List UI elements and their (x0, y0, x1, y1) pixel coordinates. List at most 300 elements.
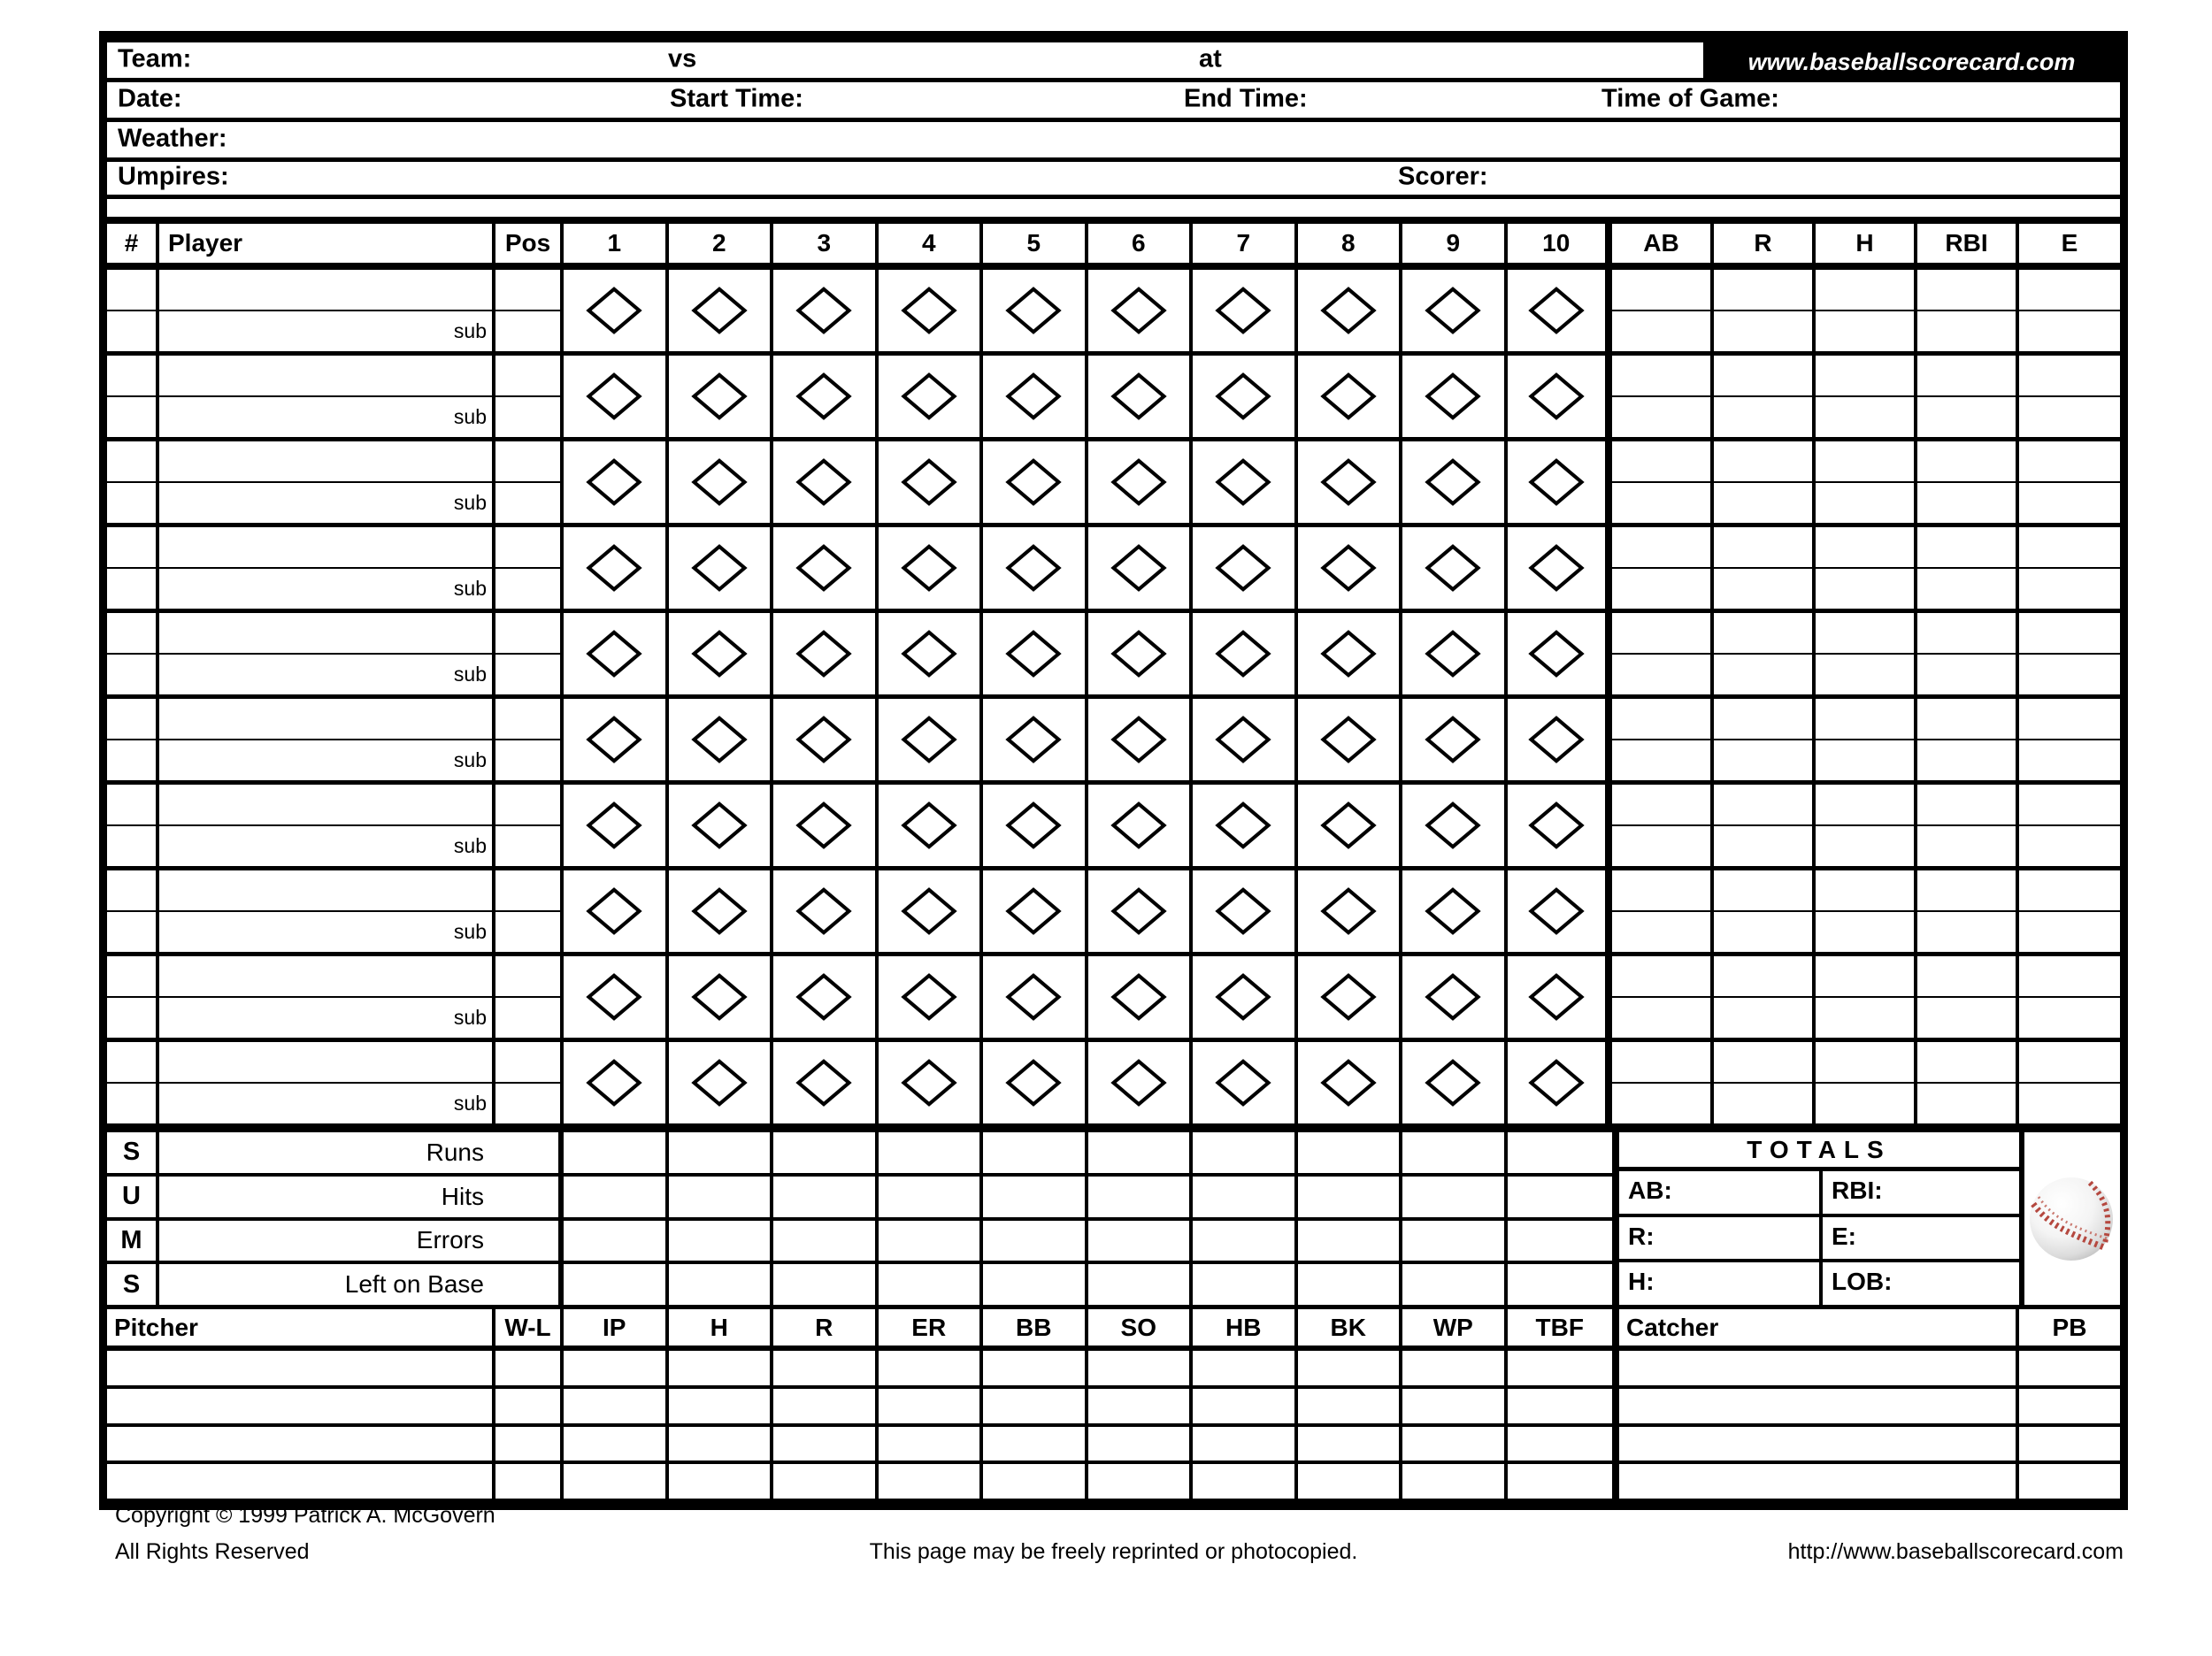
inning-scoring-cell[interactable] (669, 1042, 774, 1123)
inning-scoring-cell[interactable] (773, 441, 879, 523)
inning-scoring-cell[interactable] (983, 441, 1088, 523)
player-number-field[interactable] (107, 441, 156, 483)
inning-scoring-cell[interactable] (1508, 699, 1613, 780)
inning-scoring-cell[interactable] (773, 699, 879, 780)
h-field[interactable] (1816, 270, 1914, 311)
sums-inning-cell[interactable] (1193, 1264, 1298, 1305)
sub-e-field[interactable] (2019, 912, 2120, 952)
inning-scoring-cell[interactable] (1402, 1042, 1508, 1123)
pitcher-stat-field[interactable] (879, 1464, 984, 1499)
sums-inning-cell[interactable] (669, 1132, 774, 1173)
inning-scoring-cell[interactable] (1193, 956, 1298, 1038)
pos-field[interactable] (495, 699, 560, 740)
inning-scoring-cell[interactable] (983, 699, 1088, 780)
inning-scoring-cell[interactable] (1298, 441, 1403, 523)
pitcher-stat-field[interactable] (1193, 1389, 1298, 1423)
r-field[interactable] (1714, 356, 1812, 397)
rbi-field[interactable] (1917, 1042, 2016, 1084)
h-field[interactable] (1816, 699, 1914, 740)
pitcher-stat-field[interactable] (773, 1389, 879, 1423)
sub-pos-field[interactable] (495, 1084, 560, 1123)
rbi-field[interactable] (1917, 870, 2016, 912)
sub-ab-field[interactable] (1612, 740, 1710, 780)
sub-r-field[interactable] (1714, 1084, 1812, 1123)
ab-field[interactable] (1612, 1042, 1710, 1084)
sums-inning-cell[interactable] (1088, 1221, 1194, 1261)
pos-field[interactable] (495, 956, 560, 998)
sub-ab-field[interactable] (1612, 397, 1710, 437)
player-number-field[interactable] (107, 527, 156, 569)
inning-scoring-cell[interactable] (983, 956, 1088, 1038)
inning-scoring-cell[interactable] (564, 356, 669, 437)
sums-inning-cell[interactable] (983, 1177, 1088, 1217)
sums-inning-cell[interactable] (983, 1221, 1088, 1261)
inning-scoring-cell[interactable] (669, 785, 774, 866)
pitcher-stat-field[interactable] (1298, 1351, 1403, 1385)
h-field[interactable] (1816, 956, 1914, 998)
pitcher-stat-field[interactable] (879, 1351, 984, 1385)
pitcher-stat-field[interactable] (879, 1389, 984, 1423)
sub-r-field[interactable] (1714, 311, 1812, 351)
sub-name-field[interactable] (159, 740, 492, 780)
inning-scoring-cell[interactable] (983, 613, 1088, 694)
inning-scoring-cell[interactable] (1193, 699, 1298, 780)
sub-pos-field[interactable] (495, 655, 560, 694)
r-field[interactable] (1714, 441, 1812, 483)
sums-inning-cell[interactable] (1402, 1221, 1508, 1261)
h-field[interactable] (1816, 870, 1914, 912)
inning-scoring-cell[interactable] (669, 527, 774, 609)
inning-scoring-cell[interactable] (1193, 870, 1298, 952)
opponent-field[interactable] (709, 42, 1195, 78)
sums-inning-cell[interactable] (1193, 1132, 1298, 1173)
sub-e-field[interactable] (2019, 397, 2120, 437)
umpires-field[interactable] (249, 162, 1390, 195)
sub-h-field[interactable] (1816, 311, 1914, 351)
inning-scoring-cell[interactable] (564, 441, 669, 523)
sums-inning-cell[interactable] (564, 1132, 669, 1173)
inning-scoring-cell[interactable] (1298, 699, 1403, 780)
ab-field[interactable] (1612, 356, 1710, 397)
h-field[interactable] (1816, 527, 1914, 569)
totals-ab-field[interactable]: AB: (1628, 1177, 1672, 1204)
player-name-field[interactable] (159, 699, 492, 740)
sub-name-field[interactable] (159, 655, 492, 694)
sub-pos-field[interactable] (495, 740, 560, 780)
inning-scoring-cell[interactable] (1508, 527, 1613, 609)
weather-field[interactable] (240, 122, 2116, 157)
sums-inning-cell[interactable] (1298, 1264, 1403, 1305)
e-field[interactable] (2019, 699, 2120, 740)
inning-scoring-cell[interactable] (1508, 356, 1613, 437)
player-name-field[interactable] (159, 956, 492, 998)
pitcher-stat-field[interactable] (1088, 1427, 1194, 1461)
sub-name-field[interactable] (159, 569, 492, 609)
sub-ab-field[interactable] (1612, 998, 1710, 1038)
catcher-name-field[interactable] (1612, 1464, 2019, 1499)
sub-pos-field[interactable] (495, 483, 560, 523)
pitcher-stat-field[interactable] (564, 1427, 669, 1461)
r-field[interactable] (1714, 699, 1812, 740)
inning-scoring-cell[interactable] (1508, 870, 1613, 952)
pitcher-stat-field[interactable] (773, 1351, 879, 1385)
inning-scoring-cell[interactable] (564, 870, 669, 952)
sub-number-field[interactable] (107, 397, 156, 437)
sub-name-field[interactable] (159, 483, 492, 523)
pitcher-stat-field[interactable] (1088, 1389, 1194, 1423)
location-field[interactable] (1248, 42, 1700, 78)
h-field[interactable] (1816, 785, 1914, 826)
inning-scoring-cell[interactable] (983, 1042, 1088, 1123)
sums-inning-cell[interactable] (773, 1177, 879, 1217)
sums-inning-cell[interactable] (1088, 1264, 1194, 1305)
sums-inning-cell[interactable] (773, 1132, 879, 1173)
sub-rbi-field[interactable] (1917, 397, 2016, 437)
inning-scoring-cell[interactable] (1088, 613, 1194, 694)
pos-field[interactable] (495, 785, 560, 826)
sub-ab-field[interactable] (1612, 1084, 1710, 1123)
pitcher-stat-field[interactable] (879, 1427, 984, 1461)
pitcher-stat-field[interactable] (669, 1464, 774, 1499)
h-field[interactable] (1816, 356, 1914, 397)
pitcher-stat-field[interactable] (1298, 1427, 1403, 1461)
pitcher-stat-field[interactable] (1508, 1389, 1613, 1423)
totals-r-field[interactable]: R: (1628, 1222, 1655, 1250)
r-field[interactable] (1714, 527, 1812, 569)
rbi-field[interactable] (1917, 785, 2016, 826)
inning-scoring-cell[interactable] (773, 1042, 879, 1123)
r-field[interactable] (1714, 1042, 1812, 1084)
pitcher-stat-field[interactable] (1298, 1389, 1403, 1423)
inning-scoring-cell[interactable] (1193, 270, 1298, 351)
inning-scoring-cell[interactable] (669, 699, 774, 780)
pb-field[interactable] (2019, 1427, 2120, 1461)
inning-scoring-cell[interactable] (669, 441, 774, 523)
pos-field[interactable] (495, 870, 560, 912)
player-name-field[interactable] (159, 527, 492, 569)
sub-r-field[interactable] (1714, 655, 1812, 694)
e-field[interactable] (2019, 956, 2120, 998)
pos-field[interactable] (495, 613, 560, 655)
inning-scoring-cell[interactable] (773, 270, 879, 351)
catcher-name-field[interactable] (1612, 1427, 2019, 1461)
rbi-field[interactable] (1917, 356, 2016, 397)
pitcher-stat-field[interactable] (1298, 1464, 1403, 1499)
sums-inning-cell[interactable] (1298, 1221, 1403, 1261)
rbi-field[interactable] (1917, 699, 2016, 740)
sub-name-field[interactable] (159, 912, 492, 952)
h-field[interactable] (1816, 613, 1914, 655)
inning-scoring-cell[interactable] (1088, 785, 1194, 866)
rbi-field[interactable] (1917, 441, 2016, 483)
inning-scoring-cell[interactable] (564, 527, 669, 609)
sub-e-field[interactable] (2019, 826, 2120, 866)
inning-scoring-cell[interactable] (879, 956, 984, 1038)
sums-inning-cell[interactable] (564, 1264, 669, 1305)
sub-h-field[interactable] (1816, 740, 1914, 780)
inning-scoring-cell[interactable] (564, 1042, 669, 1123)
totals-h-field[interactable]: H: (1628, 1268, 1655, 1296)
sub-rbi-field[interactable] (1917, 740, 2016, 780)
scorer-field[interactable] (1496, 162, 2116, 195)
inning-scoring-cell[interactable] (669, 613, 774, 694)
sums-inning-cell[interactable] (1298, 1132, 1403, 1173)
sub-h-field[interactable] (1816, 912, 1914, 952)
sub-name-field[interactable] (159, 397, 492, 437)
inning-scoring-cell[interactable] (983, 356, 1088, 437)
inning-scoring-cell[interactable] (564, 956, 669, 1038)
sub-rbi-field[interactable] (1917, 655, 2016, 694)
sub-ab-field[interactable] (1612, 483, 1710, 523)
sub-r-field[interactable] (1714, 740, 1812, 780)
sub-h-field[interactable] (1816, 1084, 1914, 1123)
inning-scoring-cell[interactable] (983, 527, 1088, 609)
inning-scoring-cell[interactable] (983, 785, 1088, 866)
inning-scoring-cell[interactable] (669, 956, 774, 1038)
pitcher-stat-field[interactable] (669, 1389, 774, 1423)
inning-scoring-cell[interactable] (1193, 356, 1298, 437)
team-field[interactable] (204, 42, 664, 78)
sums-inning-cell[interactable] (669, 1264, 774, 1305)
sub-number-field[interactable] (107, 311, 156, 351)
pitcher-stat-field[interactable] (1402, 1351, 1508, 1385)
rbi-field[interactable] (1917, 956, 2016, 998)
sub-r-field[interactable] (1714, 826, 1812, 866)
inning-scoring-cell[interactable] (1508, 270, 1613, 351)
player-name-field[interactable] (159, 1042, 492, 1084)
pitcher-stat-field[interactable] (1402, 1389, 1508, 1423)
pitcher-stat-field[interactable] (1402, 1427, 1508, 1461)
sub-r-field[interactable] (1714, 569, 1812, 609)
sums-inning-cell[interactable] (879, 1264, 984, 1305)
inning-scoring-cell[interactable] (1402, 785, 1508, 866)
sub-pos-field[interactable] (495, 311, 560, 351)
e-field[interactable] (2019, 1042, 2120, 1084)
inning-scoring-cell[interactable] (1298, 613, 1403, 694)
inning-scoring-cell[interactable] (879, 1042, 984, 1123)
inning-scoring-cell[interactable] (1508, 613, 1613, 694)
sums-inning-cell[interactable] (879, 1177, 984, 1217)
inning-scoring-cell[interactable] (1402, 527, 1508, 609)
inning-scoring-cell[interactable] (1508, 785, 1613, 866)
sub-h-field[interactable] (1816, 397, 1914, 437)
inning-scoring-cell[interactable] (1193, 527, 1298, 609)
r-field[interactable] (1714, 270, 1812, 311)
sub-number-field[interactable] (107, 826, 156, 866)
inning-scoring-cell[interactable] (1193, 1042, 1298, 1123)
inning-scoring-cell[interactable] (879, 527, 984, 609)
sums-inning-cell[interactable] (669, 1221, 774, 1261)
inning-scoring-cell[interactable] (1298, 956, 1403, 1038)
e-field[interactable] (2019, 613, 2120, 655)
inning-scoring-cell[interactable] (879, 613, 984, 694)
inning-scoring-cell[interactable] (564, 785, 669, 866)
totals-rbi-field[interactable]: RBI: (1819, 1171, 2019, 1214)
sub-number-field[interactable] (107, 655, 156, 694)
player-number-field[interactable] (107, 356, 156, 397)
sub-rbi-field[interactable] (1917, 1084, 2016, 1123)
pitcher-name-field[interactable] (107, 1464, 495, 1499)
start-time-field[interactable] (815, 82, 1178, 118)
pitcher-stat-field[interactable] (1508, 1351, 1613, 1385)
sums-inning-cell[interactable] (1508, 1177, 1613, 1217)
pitcher-stat-field[interactable] (983, 1464, 1088, 1499)
inning-scoring-cell[interactable] (879, 356, 984, 437)
inning-scoring-cell[interactable] (1088, 356, 1194, 437)
pitcher-stat-field[interactable] (1088, 1464, 1194, 1499)
pitcher-stat-field[interactable] (1088, 1351, 1194, 1385)
sub-e-field[interactable] (2019, 998, 2120, 1038)
sums-inning-cell[interactable] (1088, 1132, 1194, 1173)
pitcher-stat-field[interactable] (564, 1389, 669, 1423)
inning-scoring-cell[interactable] (773, 870, 879, 952)
e-field[interactable] (2019, 785, 2120, 826)
pitcher-stat-field[interactable] (983, 1427, 1088, 1461)
sub-pos-field[interactable] (495, 998, 560, 1038)
player-name-field[interactable] (159, 870, 492, 912)
sums-inning-cell[interactable] (773, 1221, 879, 1261)
catcher-name-field[interactable] (1612, 1351, 2019, 1385)
pitcher-stat-field[interactable] (669, 1427, 774, 1461)
sums-inning-cell[interactable] (1402, 1132, 1508, 1173)
inning-scoring-cell[interactable] (773, 785, 879, 866)
wl-field[interactable] (495, 1464, 564, 1499)
player-name-field[interactable] (159, 441, 492, 483)
sub-pos-field[interactable] (495, 912, 560, 952)
inning-scoring-cell[interactable] (879, 270, 984, 351)
inning-scoring-cell[interactable] (1088, 1042, 1194, 1123)
sub-r-field[interactable] (1714, 998, 1812, 1038)
inning-scoring-cell[interactable] (1298, 870, 1403, 952)
sub-name-field[interactable] (159, 826, 492, 866)
pitcher-stat-field[interactable] (669, 1351, 774, 1385)
inning-scoring-cell[interactable] (564, 270, 669, 351)
player-name-field[interactable] (159, 356, 492, 397)
pitcher-stat-field[interactable] (1193, 1351, 1298, 1385)
sub-e-field[interactable] (2019, 569, 2120, 609)
inning-scoring-cell[interactable] (1298, 356, 1403, 437)
sub-pos-field[interactable] (495, 569, 560, 609)
player-number-field[interactable] (107, 1042, 156, 1084)
pitcher-stat-field[interactable] (564, 1464, 669, 1499)
inning-scoring-cell[interactable] (1508, 441, 1613, 523)
sub-rbi-field[interactable] (1917, 569, 2016, 609)
ab-field[interactable] (1612, 785, 1710, 826)
player-name-field[interactable] (159, 270, 492, 311)
pitcher-stat-field[interactable] (773, 1464, 879, 1499)
inning-scoring-cell[interactable] (1402, 613, 1508, 694)
e-field[interactable] (2019, 356, 2120, 397)
sub-h-field[interactable] (1816, 655, 1914, 694)
catcher-name-field[interactable] (1612, 1389, 2019, 1423)
sums-inning-cell[interactable] (983, 1264, 1088, 1305)
sub-number-field[interactable] (107, 998, 156, 1038)
sub-ab-field[interactable] (1612, 569, 1710, 609)
sums-inning-cell[interactable] (1088, 1177, 1194, 1217)
sub-r-field[interactable] (1714, 483, 1812, 523)
sub-h-field[interactable] (1816, 826, 1914, 866)
player-number-field[interactable] (107, 785, 156, 826)
inning-scoring-cell[interactable] (773, 956, 879, 1038)
sums-inning-cell[interactable] (773, 1264, 879, 1305)
inning-scoring-cell[interactable] (669, 356, 774, 437)
ab-field[interactable] (1612, 613, 1710, 655)
player-number-field[interactable] (107, 699, 156, 740)
sums-inning-cell[interactable] (1508, 1264, 1613, 1305)
inning-scoring-cell[interactable] (1088, 699, 1194, 780)
sub-ab-field[interactable] (1612, 311, 1710, 351)
sub-rbi-field[interactable] (1917, 311, 2016, 351)
wl-field[interactable] (495, 1389, 564, 1423)
sub-r-field[interactable] (1714, 397, 1812, 437)
ab-field[interactable] (1612, 956, 1710, 998)
pitcher-name-field[interactable] (107, 1351, 495, 1385)
inning-scoring-cell[interactable] (1402, 270, 1508, 351)
totals-lob-field[interactable]: LOB: (1819, 1262, 2019, 1305)
inning-scoring-cell[interactable] (669, 270, 774, 351)
inning-scoring-cell[interactable] (1402, 441, 1508, 523)
sub-name-field[interactable] (159, 1084, 492, 1123)
inning-scoring-cell[interactable] (564, 699, 669, 780)
sub-e-field[interactable] (2019, 655, 2120, 694)
ab-field[interactable] (1612, 870, 1710, 912)
inning-scoring-cell[interactable] (1298, 270, 1403, 351)
inning-scoring-cell[interactable] (773, 613, 879, 694)
sub-h-field[interactable] (1816, 569, 1914, 609)
pitcher-stat-field[interactable] (1193, 1464, 1298, 1499)
pos-field[interactable] (495, 441, 560, 483)
pos-field[interactable] (495, 270, 560, 311)
inning-scoring-cell[interactable] (669, 870, 774, 952)
sub-number-field[interactable] (107, 483, 156, 523)
sub-pos-field[interactable] (495, 397, 560, 437)
wl-field[interactable] (495, 1427, 564, 1461)
sub-h-field[interactable] (1816, 998, 1914, 1038)
sub-e-field[interactable] (2019, 1084, 2120, 1123)
inning-scoring-cell[interactable] (1088, 956, 1194, 1038)
inning-scoring-cell[interactable] (773, 356, 879, 437)
pitcher-stat-field[interactable] (1508, 1464, 1613, 1499)
pitcher-stat-field[interactable] (983, 1389, 1088, 1423)
pb-field[interactable] (2019, 1351, 2120, 1385)
inning-scoring-cell[interactable] (1402, 356, 1508, 437)
pitcher-stat-field[interactable] (564, 1351, 669, 1385)
time-of-game-field[interactable] (1788, 82, 2116, 118)
end-time-field[interactable] (1319, 82, 1594, 118)
sub-h-field[interactable] (1816, 483, 1914, 523)
ab-field[interactable] (1612, 699, 1710, 740)
h-field[interactable] (1816, 1042, 1914, 1084)
inning-scoring-cell[interactable] (879, 699, 984, 780)
inning-scoring-cell[interactable] (1298, 1042, 1403, 1123)
inning-scoring-cell[interactable] (1193, 613, 1298, 694)
sub-number-field[interactable] (107, 569, 156, 609)
sub-r-field[interactable] (1714, 912, 1812, 952)
inning-scoring-cell[interactable] (1402, 956, 1508, 1038)
sub-name-field[interactable] (159, 998, 492, 1038)
inning-scoring-cell[interactable] (1193, 441, 1298, 523)
sub-e-field[interactable] (2019, 483, 2120, 523)
pb-field[interactable] (2019, 1464, 2120, 1499)
inning-scoring-cell[interactable] (879, 441, 984, 523)
sums-inning-cell[interactable] (1508, 1132, 1613, 1173)
sub-e-field[interactable] (2019, 740, 2120, 780)
sums-inning-cell[interactable] (1508, 1221, 1613, 1261)
pitcher-stat-field[interactable] (983, 1351, 1088, 1385)
sub-ab-field[interactable] (1612, 655, 1710, 694)
sums-inning-cell[interactable] (669, 1177, 774, 1217)
inning-scoring-cell[interactable] (1508, 956, 1613, 1038)
